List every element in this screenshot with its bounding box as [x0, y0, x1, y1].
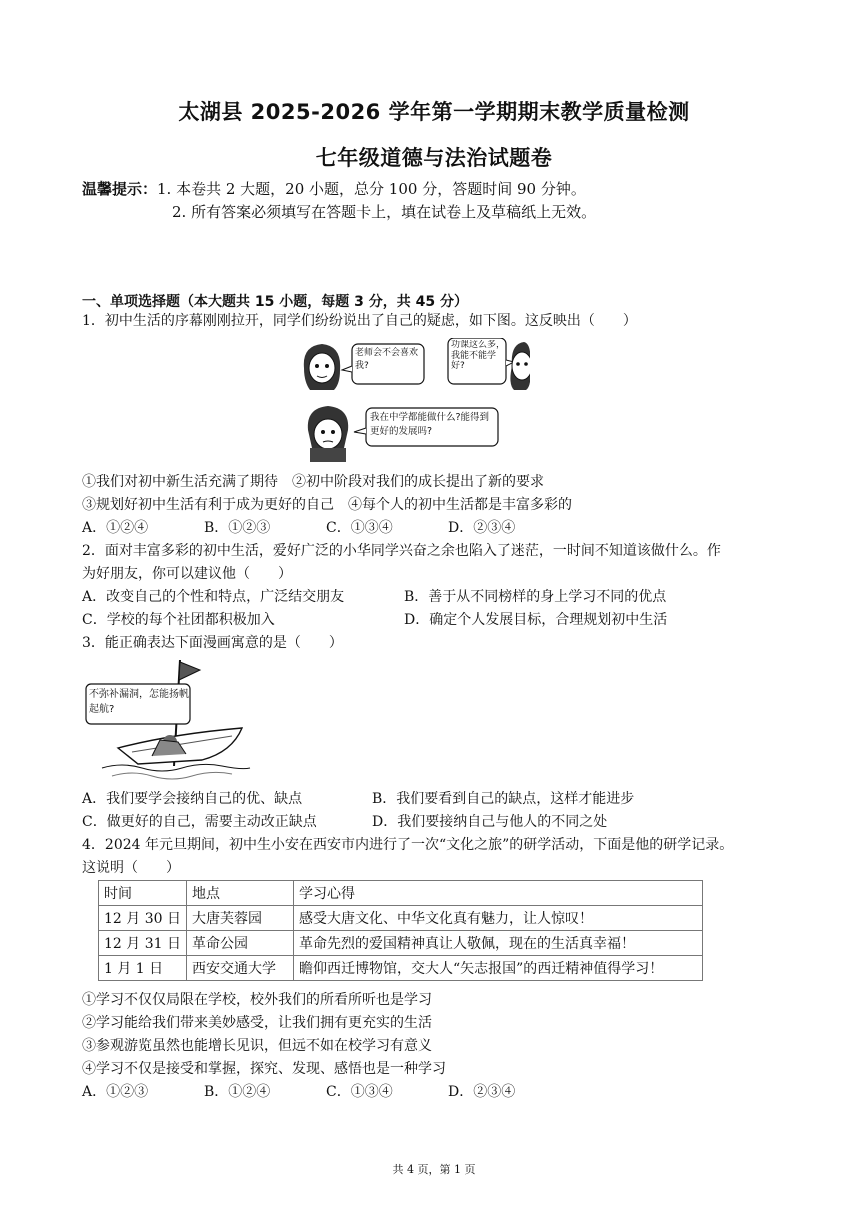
q2-options-row-2 — [82, 610, 667, 630]
table-cell-date: 1 月 1 日 — [99, 956, 187, 981]
page-footer: 共 4 页，第 1 页 — [392, 1163, 476, 1176]
q1-option-c[interactable]: C．①③④ — [326, 520, 393, 536]
exam-subtitle: 七年级道德与法治试题卷 — [315, 146, 553, 170]
bubble-text-2: 功课这么多，我能不能学好? — [451, 340, 505, 371]
table-cell-place: 大唐芙蓉园 — [186, 906, 293, 931]
q1-stem: 1．初中生活的序幕刚刚拉开，同学们纷纷说出了自己的疑虑，如下图。这反映出（ ） — [82, 313, 637, 329]
q2-stem-line-2: 为好朋友，你可以建议他（ ） — [82, 566, 292, 582]
q3-options-row-1 — [82, 789, 634, 809]
bubble-text-q3: 不弥补漏洞，怎能扬帆起航? — [89, 689, 189, 715]
q2-option-c[interactable]: C．学校的每个社团都积极加入 — [82, 612, 275, 628]
q4-stem-line-1: 4．2024 年元旦期间，初中生小安在西安市内进行了一次“文化之旅”的研学活动，下面是他的研学记录。 — [82, 837, 734, 853]
table-cell-note: 瞻仰西迁博物馆，交大人“矢志报国”的西迁精神值得学习！ — [293, 956, 702, 981]
student-face-icon — [510, 342, 530, 390]
table-cell-place: 西安交通大学 — [186, 956, 293, 981]
q2-stem-line-1: 2．面对丰富多彩的初中生活，爱好广泛的小华同学兴奋之余也陷入了迷茫，一时间不知道该做什么。作 — [82, 543, 721, 559]
tips-label: 温馨提示： — [82, 180, 158, 198]
table-header-cell: 地点 — [186, 881, 293, 906]
boy-face-icon — [308, 406, 348, 462]
tip-line-2: 2. 所有答案必须填写在答题卡上，填在试卷上及草稿纸上无效。 — [172, 203, 597, 221]
q2-options-row-1 — [82, 587, 666, 607]
q4-option-c[interactable]: C．①③④ — [326, 1084, 393, 1100]
table-cell-note: 感受大唐文化、中华文化真有魅力，让人惊叹！ — [293, 906, 702, 931]
q4-statement-3: ③参观游览虽然也能增长见识，但远不如在校学习有意义 — [82, 1038, 432, 1054]
q4-statement-1: ①学习不仅仅局限在学校，校外我们的所看所听也是学习 — [82, 992, 432, 1008]
table-cell-date: 12 月 31 日 — [99, 931, 187, 956]
q3-option-b[interactable]: B．我们要看到自己的缺点，这样才能进步 — [372, 791, 635, 807]
table-header-cell: 学习心得 — [293, 881, 702, 906]
q3-cartoon — [82, 656, 252, 784]
q1-cartoon — [300, 338, 530, 464]
table-cell-place: 革命公园 — [186, 931, 293, 956]
wave-lines — [102, 764, 250, 771]
q3-stem: 3．能正确表达下面漫画寓意的是（ ） — [82, 635, 343, 651]
bubble-text-1: 老师会不会喜欢我? — [355, 348, 419, 371]
q3-options-row-2 — [82, 812, 607, 832]
q4-statement-4: ④学习不仅是接受和掌握，探究、发现、感悟也是一种学习 — [82, 1061, 446, 1077]
table-cell-note: 革命先烈的爱国精神真让人敬佩，现在的生活真幸福！ — [293, 931, 702, 956]
q1-option-a[interactable]: A．①②④ — [82, 520, 149, 536]
table-row — [99, 906, 703, 931]
q2-option-a[interactable]: A．改变自己的个性和特点，广泛结交朋友 — [82, 589, 345, 605]
q2-option-d[interactable]: D．确定个人发展目标，合理规划初中生活 — [404, 612, 668, 628]
q4-option-a[interactable]: A．①②③ — [82, 1084, 149, 1100]
table-header-row — [99, 881, 703, 906]
q1-statement-1: ①我们对初中新生活充满了期待 ②初中阶段对我们的成长提出了新的要求 — [82, 474, 544, 490]
girl-face-icon — [304, 344, 340, 390]
q1-statement-2: ③规划好初中生活有利于成为更好的自己 ④每个人的初中生活都是丰富多彩的 — [82, 497, 572, 513]
q4-option-b[interactable]: B．①②④ — [204, 1084, 271, 1100]
q4-options — [82, 1082, 515, 1102]
q4-statement-2: ②学习能给我们带来美妙感受，让我们拥有更充实的生活 — [82, 1015, 432, 1031]
table-row — [99, 956, 703, 981]
exam-title: 太湖县 2025-2026 学年第一学期期末教学质量检测 — [178, 100, 690, 124]
study-record-table — [98, 880, 703, 981]
tip-line-1: 1. 本卷共 2 大题，20 小题，总分 100 分，答题时间 90 分钟。 — [157, 180, 586, 198]
q3-option-c[interactable]: C．做更好的自己，需要主动改正缺点 — [82, 814, 317, 830]
table-row — [99, 931, 703, 956]
table-header-cell: 时间 — [99, 881, 187, 906]
q3-option-a[interactable]: A．我们要学会接纳自己的优、缺点 — [82, 791, 303, 807]
bubble-text-3: 我在中学都能做什么?能得到更好的发展吗? — [370, 412, 490, 437]
section-heading: 一、单项选择题（本大题共 15 小题，每题 3 分，共 45 分） — [82, 294, 468, 310]
q1-option-b[interactable]: B．①②③ — [204, 520, 271, 536]
q1-option-d[interactable]: D．②③④ — [448, 520, 516, 536]
table-cell-date: 12 月 30 日 — [99, 906, 187, 931]
boat-icon — [118, 728, 242, 764]
q1-options — [82, 518, 515, 538]
tips-block — [82, 178, 596, 224]
q3-option-d[interactable]: D．我们要接纳自己与他人的不同之处 — [372, 814, 608, 830]
q4-option-d[interactable]: D．②③④ — [448, 1084, 516, 1100]
q4-stem-line-2: 这说明（ ） — [82, 860, 180, 876]
q2-option-b[interactable]: B．善于从不同榜样的身上学习不同的优点 — [404, 589, 667, 605]
